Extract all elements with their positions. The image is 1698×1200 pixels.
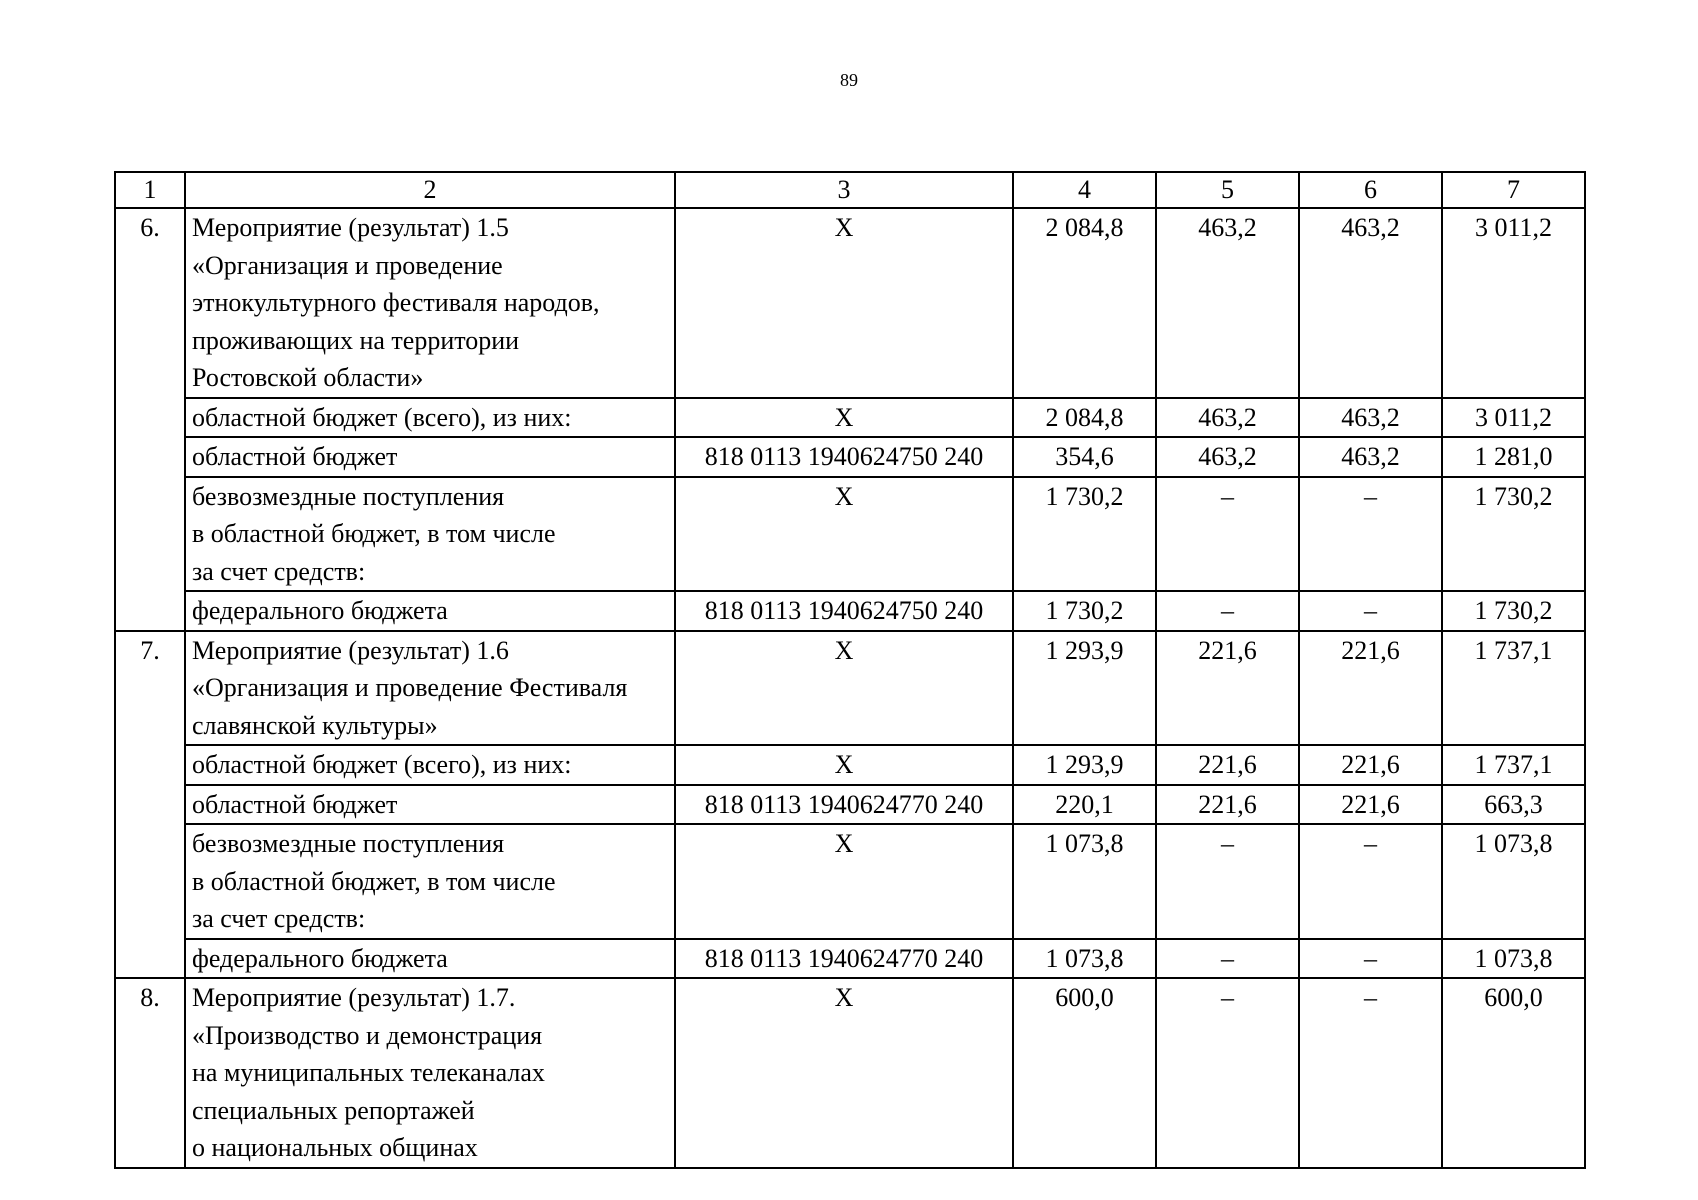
table-row (115, 939, 1585, 979)
budget-code: X (675, 631, 1013, 746)
value-col5: – (1156, 591, 1299, 631)
value-col4: 1 293,9 (1013, 745, 1156, 785)
value-col6: – (1299, 939, 1442, 979)
value-col4: 2 084,8 (1013, 398, 1156, 438)
value-col7: 3 011,2 (1442, 398, 1585, 438)
header-cell: 2 (185, 172, 675, 208)
budget-code: 818 0113 1940624770 240 (675, 785, 1013, 825)
budget-code: X (675, 745, 1013, 785)
budget-code: 818 0113 1940624750 240 (675, 437, 1013, 477)
table-row (115, 208, 1585, 398)
value-col4: 2 084,8 (1013, 208, 1156, 398)
table-row (115, 745, 1585, 785)
header-cell: 1 (115, 172, 185, 208)
table-row (115, 477, 1585, 592)
row-name: безвозмездные поступления в областной бюджет, в том числе за счет средств: (185, 477, 675, 592)
value-col5: 463,2 (1156, 437, 1299, 477)
value-col5: 221,6 (1156, 745, 1299, 785)
value-col5: – (1156, 978, 1299, 1168)
value-col4: 1 073,8 (1013, 824, 1156, 939)
row-name: федерального бюджета (185, 591, 675, 631)
page-number: 89 (840, 70, 858, 90)
value-col4: 220,1 (1013, 785, 1156, 825)
header-cell: 5 (1156, 172, 1299, 208)
budget-code: 818 0113 1940624770 240 (675, 939, 1013, 979)
value-col7: 663,3 (1442, 785, 1585, 825)
value-col4: 1 730,2 (1013, 477, 1156, 592)
value-col4: 1 073,8 (1013, 939, 1156, 979)
table-row (115, 398, 1585, 438)
header-cell: 7 (1442, 172, 1585, 208)
table-row (115, 785, 1585, 825)
value-col6: 221,6 (1299, 745, 1442, 785)
budget-code: X (675, 978, 1013, 1168)
value-col6: – (1299, 477, 1442, 592)
value-col6: – (1299, 978, 1442, 1168)
budget-code: 818 0113 1940624750 240 (675, 591, 1013, 631)
value-col5: 463,2 (1156, 398, 1299, 438)
row-name: Мероприятие (результат) 1.6 «Организация и проведение Фестиваля славянской культуры» (185, 631, 675, 746)
value-col6: 463,2 (1299, 437, 1442, 477)
table-row (115, 591, 1585, 631)
row-number: 7. (115, 631, 185, 979)
value-col7: 1 730,2 (1442, 477, 1585, 592)
value-col6: – (1299, 824, 1442, 939)
header-cell: 3 (675, 172, 1013, 208)
value-col5: 463,2 (1156, 208, 1299, 398)
value-col7: 1 073,8 (1442, 824, 1585, 939)
value-col6: 463,2 (1299, 398, 1442, 438)
row-number: 6. (115, 208, 185, 631)
row-name: безвозмездные поступления в областной бюджет, в том числе за счет средств: (185, 824, 675, 939)
value-col4: 354,6 (1013, 437, 1156, 477)
table-row (115, 978, 1585, 1168)
table-row (115, 437, 1585, 477)
value-col5: 221,6 (1156, 785, 1299, 825)
value-col5: – (1156, 477, 1299, 592)
budget-table (114, 171, 1586, 1169)
value-col7: 1 281,0 (1442, 437, 1585, 477)
value-col7: 1 730,2 (1442, 591, 1585, 631)
value-col7: 1 073,8 (1442, 939, 1585, 979)
header-cell: 6 (1299, 172, 1442, 208)
row-name: областной бюджет (всего), из них: (185, 398, 675, 438)
row-number: 8. (115, 978, 185, 1168)
row-name: Мероприятие (результат) 1.5 «Организация и проведение этнокультурного фестиваля народов, проживающих на территории Ростовской области» (185, 208, 675, 398)
header-cell: 4 (1013, 172, 1156, 208)
value-col6: 221,6 (1299, 785, 1442, 825)
row-name: областной бюджет (185, 437, 675, 477)
value-col6: – (1299, 591, 1442, 631)
row-name: областной бюджет (185, 785, 675, 825)
budget-code: X (675, 398, 1013, 438)
row-name: федерального бюджета (185, 939, 675, 979)
value-col5: – (1156, 939, 1299, 979)
value-col5: 221,6 (1156, 631, 1299, 746)
value-col7: 3 011,2 (1442, 208, 1585, 398)
value-col5: – (1156, 824, 1299, 939)
value-col7: 1 737,1 (1442, 745, 1585, 785)
table-row (115, 631, 1585, 746)
table-row (115, 824, 1585, 939)
row-name: областной бюджет (всего), из них: (185, 745, 675, 785)
value-col7: 600,0 (1442, 978, 1585, 1168)
value-col6: 221,6 (1299, 631, 1442, 746)
budget-code: X (675, 477, 1013, 592)
value-col4: 1 293,9 (1013, 631, 1156, 746)
header-row (115, 172, 1585, 208)
value-col7: 1 737,1 (1442, 631, 1585, 746)
budget-code: X (675, 824, 1013, 939)
row-name: Мероприятие (результат) 1.7. «Производство и демонстрация на муниципальных телеканалах специальных репортажей о национальных общинах (185, 978, 675, 1168)
value-col4: 1 730,2 (1013, 591, 1156, 631)
value-col6: 463,2 (1299, 208, 1442, 398)
value-col4: 600,0 (1013, 978, 1156, 1168)
budget-code: X (675, 208, 1013, 398)
